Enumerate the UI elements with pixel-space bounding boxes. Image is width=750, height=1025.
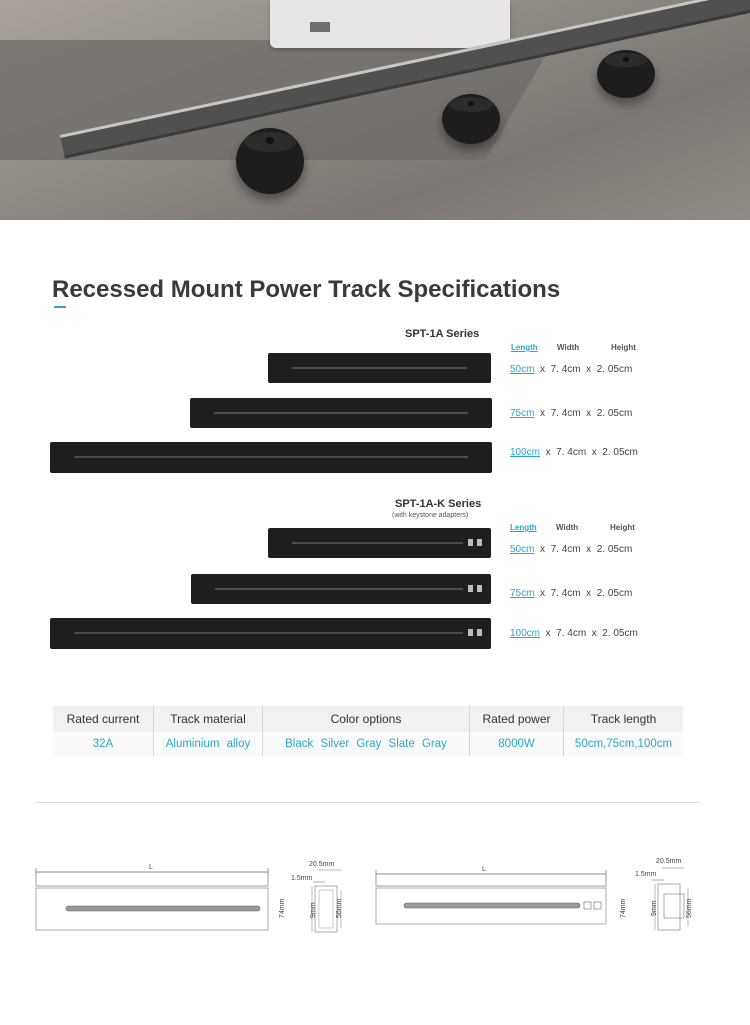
dimension-row: 75cm x 7. 4cm x 2. 05cm xyxy=(510,408,633,419)
laptop xyxy=(270,0,510,48)
height-header: Height xyxy=(611,343,636,352)
spec-header: Track length xyxy=(564,706,684,732)
section-divider xyxy=(35,802,700,803)
page-title: Recessed Mount Power Track Specifications xyxy=(52,276,561,303)
length-value: 100cm xyxy=(510,628,541,639)
dimension-row: 50cm x 7. 4cm x 2. 05cm xyxy=(510,364,633,375)
depth-label: 9mm xyxy=(310,902,317,918)
drawing-keystone-top xyxy=(372,862,612,932)
length-header: Length xyxy=(511,343,538,352)
keystone-track-50cm xyxy=(268,528,491,558)
inner-label: 56mm xyxy=(686,898,693,918)
drawing-standard-profile xyxy=(285,860,355,935)
series-subtitle: (with keystone adapters) xyxy=(392,512,469,519)
dimension-row: 100cm x 7. 4cm x 2. 05cm xyxy=(510,447,638,458)
spec-table xyxy=(53,706,683,756)
hero-photo xyxy=(0,0,750,220)
keystone-track-100cm xyxy=(50,618,491,649)
lip-label: 1.5mm xyxy=(635,871,657,878)
dimension-row: 100cm x 7. 4cm x 2. 05cm xyxy=(510,628,638,639)
inner-label: 56mm xyxy=(336,898,343,918)
length-value: 75cm xyxy=(510,588,535,599)
width-label: 20.5mm xyxy=(656,858,682,865)
series-title: SPT-1A-K Series xyxy=(395,498,482,510)
track-50cm xyxy=(268,353,491,383)
track-material-value: Aluminium alloy xyxy=(154,732,263,756)
drawing-standard-top xyxy=(30,860,275,940)
length-label: L xyxy=(482,866,486,873)
length-label: L xyxy=(149,864,153,871)
track-100cm xyxy=(50,442,492,473)
rated-current-value: 32A xyxy=(53,732,154,756)
width-header: Width xyxy=(556,523,579,532)
rated-power-value: 8000W xyxy=(470,732,564,756)
lip-label: 1.5mm xyxy=(291,875,313,882)
height-label: 74mm xyxy=(279,898,286,918)
laptop-key xyxy=(310,22,330,32)
length-value: 100cm xyxy=(510,447,541,458)
track-75cm xyxy=(190,398,492,428)
title-accent-bar xyxy=(54,306,66,308)
spec-header-row xyxy=(53,706,683,732)
series-title: SPT-1A Series xyxy=(405,328,480,340)
spec-header: Track material xyxy=(154,706,263,732)
socket-adapter xyxy=(236,128,304,194)
length-value: 50cm xyxy=(510,364,535,375)
spec-header: Rated current xyxy=(53,706,154,732)
dimension-row: 75cm x 7. 4cm x 2. 05cm xyxy=(510,588,633,599)
depth-label: 9mm xyxy=(651,900,658,916)
height-header: Height xyxy=(610,523,635,532)
track-length-value: 50cm,75cm,100cm xyxy=(564,732,684,756)
width-header: Width xyxy=(557,343,580,352)
length-value: 75cm xyxy=(510,408,535,419)
spec-header: Color options xyxy=(263,706,470,732)
socket-adapter xyxy=(597,50,655,98)
spec-value-row xyxy=(53,732,683,756)
width-label: 20.5mm xyxy=(309,861,335,868)
length-header: Length xyxy=(510,523,537,532)
length-value: 50cm xyxy=(510,544,535,555)
color-options-value: Black Silver Gray Slate Gray xyxy=(263,732,470,756)
spec-header: Rated power xyxy=(470,706,564,732)
height-label: 74mm xyxy=(620,898,627,918)
usb-adapter xyxy=(442,94,500,144)
dimension-row: 50cm x 7. 4cm x 2. 05cm xyxy=(510,544,633,555)
keystone-track-75cm xyxy=(191,574,491,604)
drawing-keystone-profile xyxy=(628,858,698,933)
